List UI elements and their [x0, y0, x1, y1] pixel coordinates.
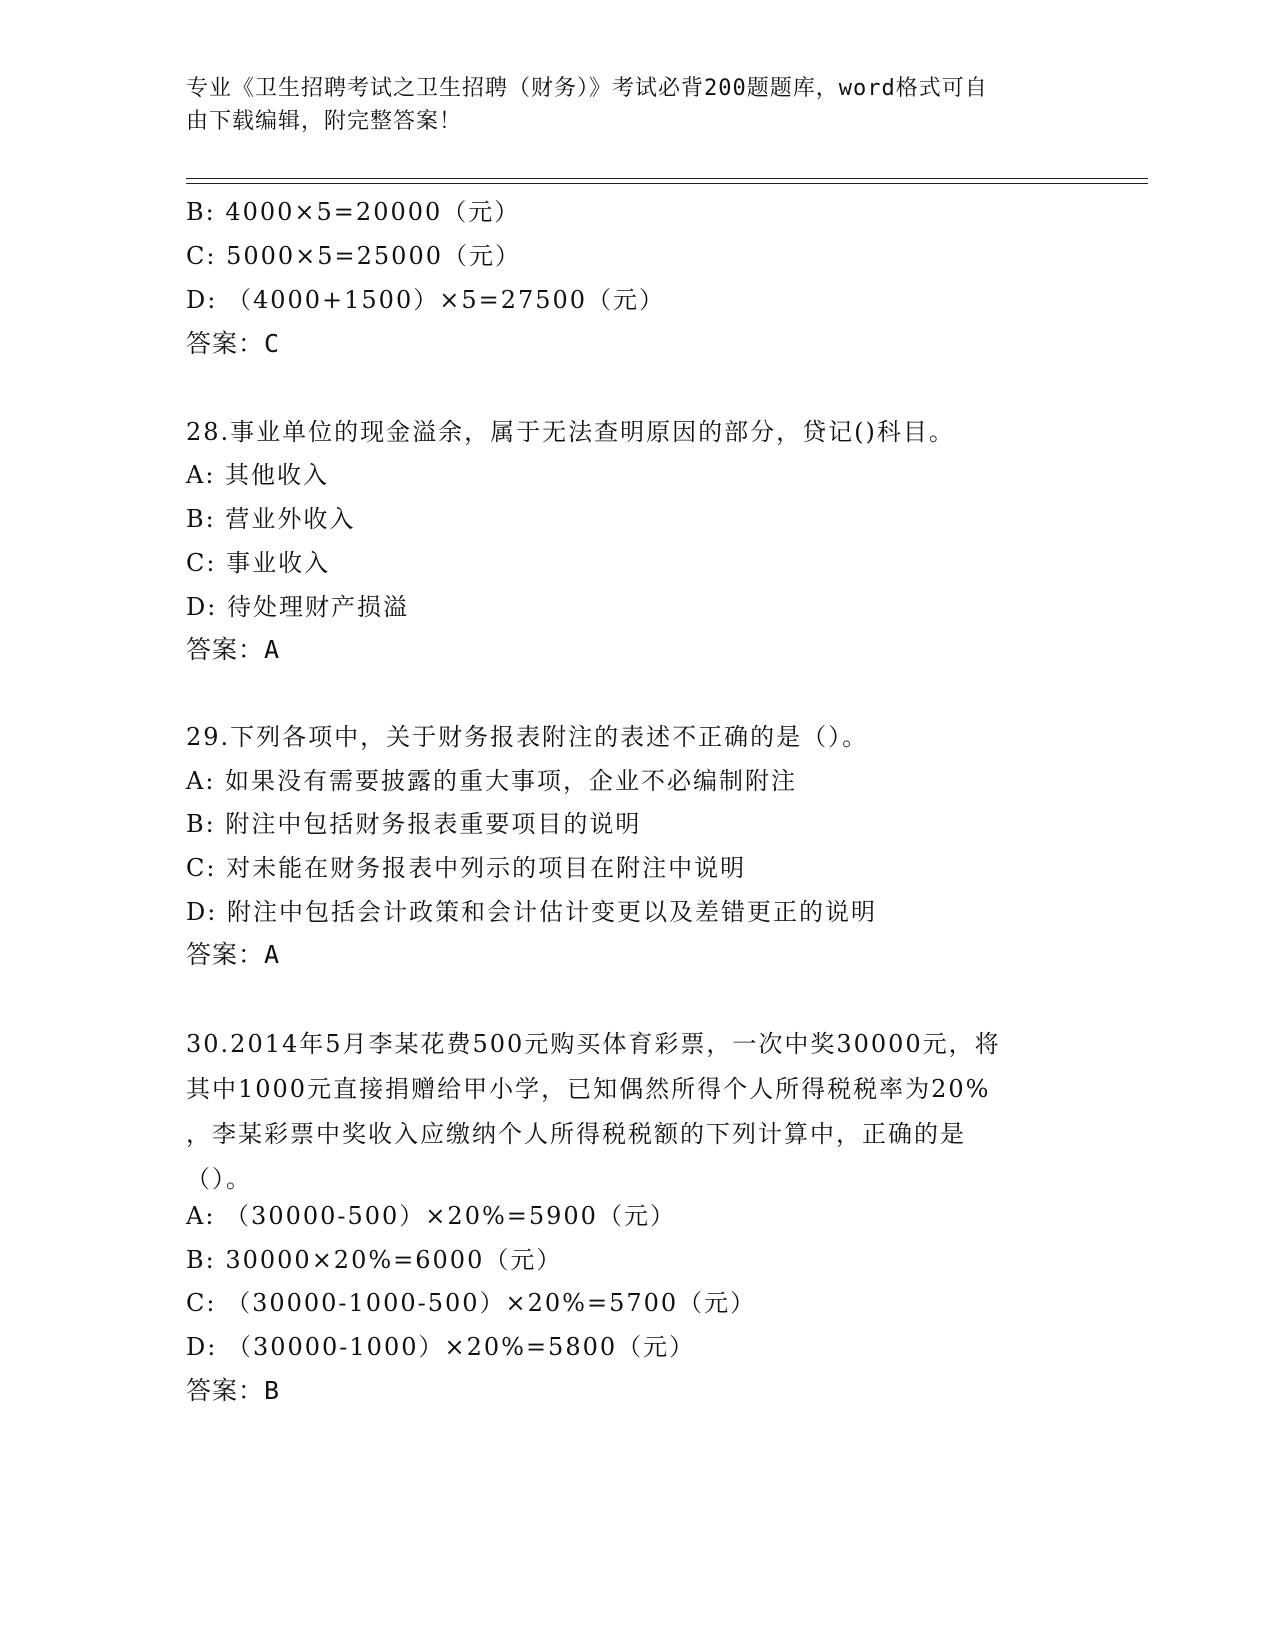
q30-option-d: D: （30000-1000）×20%=5800（元） [186, 1333, 696, 1361]
q30-stem-line-1: 30.2014年5月李某花费500元购买体育彩票，一次中奖30000元，将 [186, 1030, 1001, 1058]
q30-option-c: C: （30000-1000-500）×20%=5700（元） [186, 1289, 757, 1317]
q29-option-c: C: 对未能在财务报表中列示的项目在附注中说明 [186, 854, 747, 882]
q28-option-c: C: 事业收入 [186, 549, 331, 577]
q29-stem: 29.下列各项中，关于财务报表附注的表述不正确的是（）。 [186, 723, 869, 751]
q30-stem [186, 1022, 1086, 1202]
q28-stem: 28.事业单位的现金溢余，属于无法查明原因的部分，贷记()科目。 [186, 418, 955, 446]
q29-option-b: B: 附注中包括财务报表重要项目的说明 [186, 810, 642, 838]
q30-option-b: B: 30000×20%=6000（元） [186, 1246, 563, 1274]
q29-option-d: D: 附注中包括会计政策和会计估计变更以及差错更正的说明 [186, 898, 877, 926]
q27-answer: 答案：C [186, 329, 281, 358]
q27-option-d: D: （4000+1500）×5=27500（元） [186, 286, 666, 314]
q28-option-d: D: 待处理财产损溢 [186, 593, 409, 621]
header-divider-top [186, 178, 1148, 179]
q29-option-a: A: 如果没有需要披露的重大事项，企业不必编制附注 [186, 767, 798, 795]
q30-stem-line-2: 其中1000元直接捐赠给甲小学，已知偶然所得个人所得税税率为20% [186, 1075, 991, 1103]
q27-option-c: C: 5000×5=25000（元） [186, 242, 521, 270]
header-line-2: 由下载编辑，附完整答案！ [186, 109, 463, 134]
q28-answer: 答案：A [186, 635, 281, 664]
header-divider-bottom [186, 183, 1148, 184]
document-header [186, 72, 1086, 138]
q30-stem-line-3: ，李某彩票中奖收入应缴纳个人所得税税额的下列计算中，正确的是 [186, 1120, 966, 1148]
q28-option-b: B: 营业外收入 [186, 505, 356, 533]
q30-stem-line-4: （）。 [186, 1165, 252, 1193]
header-line-1: 专业《卫生招聘考试之卫生招聘（财务）》考试必背200题题库，word格式可自 [186, 76, 988, 101]
q29-answer: 答案：A [186, 940, 281, 969]
q27-option-b: B: 4000×5=20000（元） [186, 198, 521, 226]
q30-answer: 答案：B [186, 1376, 281, 1405]
q28-option-a: A: 其他收入 [186, 461, 330, 489]
q30-option-a: A: （30000-500）×20%=5900（元） [186, 1202, 676, 1230]
